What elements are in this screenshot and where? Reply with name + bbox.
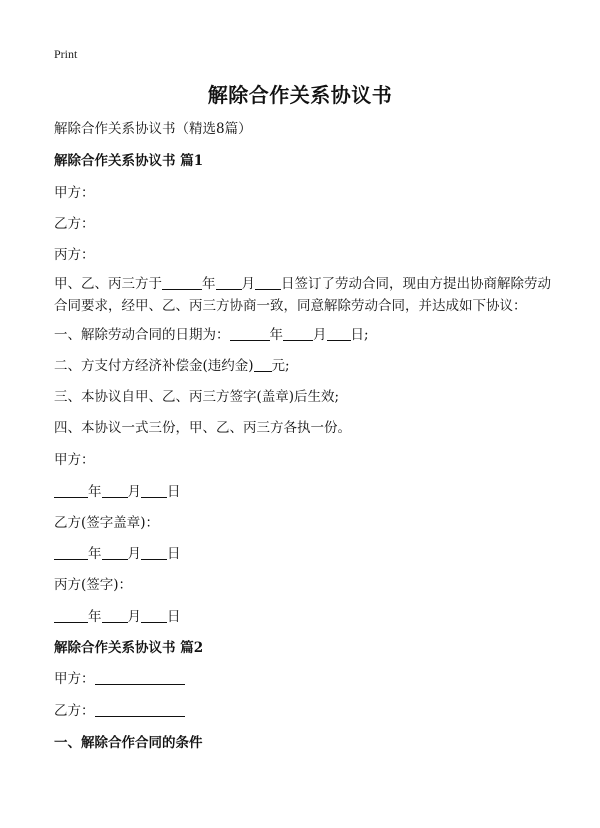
date-a-year: 年 xyxy=(88,484,102,500)
intro-text-4: 日签订了劳动合同，现由方提出协商解除劳动合同要求，经甲、乙、丙三方协商一致，同意解除劳动合同，并达成如下协议： xyxy=(54,276,551,314)
section1-party-a: 甲方： xyxy=(54,185,95,201)
clause1-text-3: 月 xyxy=(313,327,327,343)
date-c-month-blank xyxy=(102,608,128,623)
section2-subheading: 一、解除合作合同的条件 xyxy=(54,735,203,751)
date-c-month: 月 xyxy=(127,609,141,625)
signature-date-a xyxy=(54,483,181,501)
date-a-year-blank xyxy=(54,483,88,498)
date-c-day: 日 xyxy=(167,609,181,625)
section1-intro-paragraph xyxy=(54,273,554,317)
date-a-day-blank xyxy=(141,483,167,498)
section2-party-a-blank xyxy=(95,670,185,685)
date-a-month-blank xyxy=(102,483,128,498)
section1-clause-1 xyxy=(54,326,369,344)
signature-date-c xyxy=(54,608,181,626)
intro-month-blank xyxy=(216,275,242,290)
clause2-amount-blank xyxy=(254,357,272,372)
date-b-day: 日 xyxy=(167,546,181,562)
intro-text-3: 月 xyxy=(241,276,255,292)
section2-party-b xyxy=(54,702,185,720)
signature-party-b: 乙方(签字盖章)： xyxy=(54,515,160,531)
document-title: 解除合作关系协议书 xyxy=(207,83,393,107)
section2-party-b-label: 乙方： xyxy=(54,703,95,719)
section1-heading: 解除合作关系协议书 篇1 xyxy=(54,153,204,169)
section2-party-a-label: 甲方： xyxy=(54,671,95,687)
clause1-text-1: 一、解除劳动合同的日期为： xyxy=(54,327,230,343)
section2-heading: 解除合作关系协议书 篇2 xyxy=(54,640,204,656)
intro-text-2: 年 xyxy=(202,276,216,292)
clause2-text-1: 二、方支付方经济补偿金(违约金) xyxy=(54,358,254,374)
signature-party-a: 甲方： xyxy=(54,452,95,468)
clause1-month-blank xyxy=(283,326,313,341)
date-b-day-blank xyxy=(141,545,167,560)
clause1-day-blank xyxy=(327,326,351,341)
section1-party-b: 乙方： xyxy=(54,216,95,232)
print-link[interactable]: Print xyxy=(54,47,78,61)
clause1-text-2: 年 xyxy=(269,327,283,343)
document-subtitle: 解除合作关系协议书（精选8篇） xyxy=(54,121,252,137)
date-b-month-blank xyxy=(102,545,128,560)
intro-year-blank xyxy=(162,275,202,290)
section2-party-b-blank xyxy=(95,702,185,717)
clause1-year-blank xyxy=(230,326,270,341)
signature-date-b xyxy=(54,545,181,563)
date-b-month: 月 xyxy=(127,546,141,562)
intro-day-blank xyxy=(255,275,281,290)
signature-party-c: 丙方(签字)： xyxy=(54,577,133,593)
section1-clause-3: 三、本协议自甲、乙、丙三方签字(盖章)后生效; xyxy=(54,389,340,405)
section1-clause-2 xyxy=(54,357,290,375)
date-b-year-blank xyxy=(54,545,88,560)
date-c-year-blank xyxy=(54,608,88,623)
date-a-day: 日 xyxy=(167,484,181,500)
clause1-text-4: 日; xyxy=(350,327,369,343)
date-b-year: 年 xyxy=(88,546,102,562)
date-a-month: 月 xyxy=(127,484,141,500)
clause2-text-2: 元; xyxy=(271,358,290,374)
date-c-day-blank xyxy=(141,608,167,623)
intro-text-1: 甲、乙、丙三方于 xyxy=(54,276,162,292)
section1-party-c: 丙方： xyxy=(54,247,95,263)
section1-clause-4: 四、本协议一式三份，甲、乙、丙三方各执一份。 xyxy=(54,420,351,436)
section2-party-a xyxy=(54,670,185,688)
date-c-year: 年 xyxy=(88,609,102,625)
